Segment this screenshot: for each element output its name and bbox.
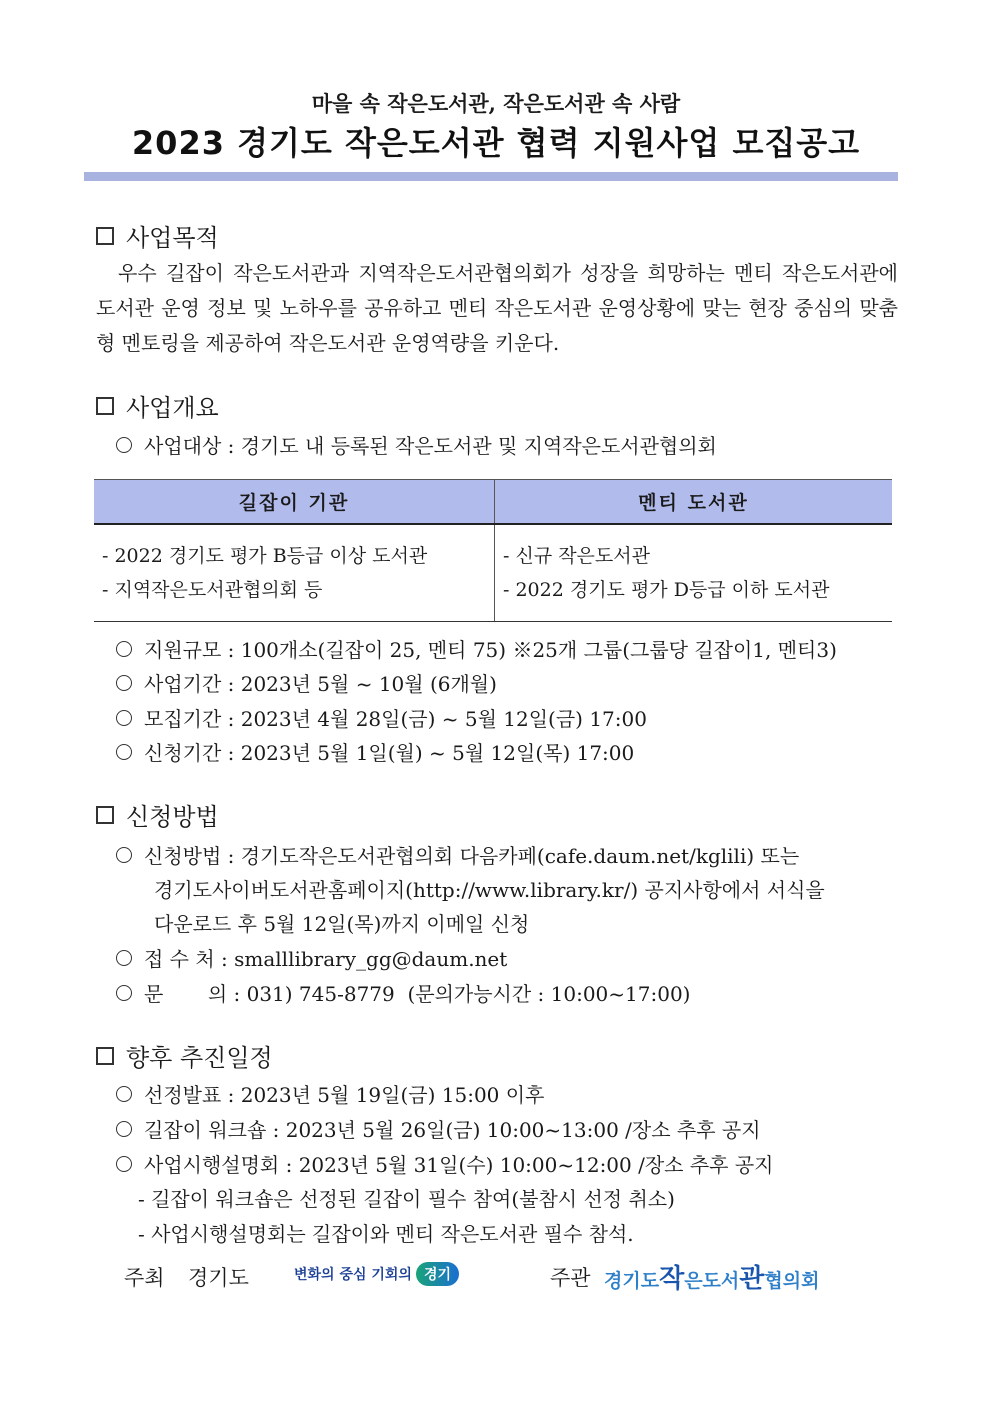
circle-bullet-icon bbox=[116, 744, 132, 760]
table-cell-mentee: - 신규 작은도서관 - 2022 경기도 평가 D등급 이하 도서관 bbox=[495, 524, 893, 622]
table-header-guide: 길잡이 기관 bbox=[94, 480, 495, 525]
schedule-item: 길잡이 워크숍 : 2023년 5월 26일(금) 10:00~13:00 /장소 추후 공지 bbox=[116, 1114, 761, 1143]
checkbox-square-icon bbox=[96, 227, 114, 245]
circle-bullet-icon bbox=[116, 1121, 132, 1137]
section-heading-overview bbox=[96, 388, 219, 423]
circle-bullet-icon bbox=[116, 985, 132, 1001]
section-title: 신청방법 bbox=[126, 803, 219, 831]
overview-item: 모집기간 : 2023년 4월 28일(금) ~ 5월 12일(금) 17:00 bbox=[116, 703, 647, 732]
section-title: 사업개요 bbox=[126, 394, 219, 422]
apply-reception: 접 수 처 : smalllibrary_gg@daum.net bbox=[116, 943, 507, 972]
gyeonggi-logo bbox=[294, 1262, 459, 1286]
table-header-mentee: 멘티 도서관 bbox=[495, 480, 893, 525]
schedule-item: 선정발표 : 2023년 5월 19일(금) 15:00 이후 bbox=[116, 1079, 544, 1108]
title-underline-bar bbox=[84, 172, 898, 181]
footer bbox=[124, 1258, 884, 1298]
apply-method: 신청방법 : 경기도작은도서관협의회 다음카페(cafe.daum.net/kglili) 또는 bbox=[116, 840, 799, 869]
checkbox-square-icon bbox=[96, 397, 114, 415]
circle-bullet-icon bbox=[116, 1086, 132, 1102]
gg-slogan: 변화의 중심 기회의 bbox=[294, 1267, 412, 1283]
circle-bullet-icon bbox=[116, 437, 132, 453]
organizer-logo: 경기도작은도서관협의회 bbox=[604, 1264, 820, 1294]
circle-bullet-icon bbox=[116, 675, 132, 691]
table-row bbox=[94, 524, 892, 622]
checkbox-square-icon bbox=[96, 806, 114, 824]
section-heading-schedule bbox=[96, 1038, 273, 1073]
overview-item: 신청기간 : 2023년 5월 1일(월) ~ 5월 12일(목) 17:00 bbox=[116, 737, 634, 766]
table-cell-guide: - 2022 경기도 평가 B등급 이상 도서관 - 지역작은도서관협의회 등 bbox=[94, 524, 495, 622]
circle-bullet-icon bbox=[116, 950, 132, 966]
circle-bullet-icon bbox=[116, 710, 132, 726]
page-title: 2023 경기도 작은도서관 협력 지원사업 모집공고 bbox=[131, 124, 861, 162]
overview-item: 사업기간 : 2023년 5월 ~ 10월 (6개월) bbox=[116, 668, 497, 697]
section-heading-purpose bbox=[96, 218, 219, 253]
host-label: 주최 bbox=[124, 1266, 165, 1290]
schedule-item: 사업시행설명회 : 2023년 5월 31일(수) 10:00~12:00 /장소 추후 공지 bbox=[116, 1149, 774, 1178]
eligibility-table bbox=[94, 479, 892, 622]
purpose-paragraph: 우수 길잡이 작은도서관과 지역작은도서관협의회가 성장을 희망하는 멘티 작은도서관에 도서관 운영 정보 및 노하우를 공유하고 멘티 작은도서관 운영상황에 맞는 현장 중심의 맞춤형 멘토링을 제공하여 작은도서관 운영역량을 키운다. bbox=[96, 261, 898, 355]
apply-method-cont: 경기도사이버도서관홈페이지(http://www.library.kr/) 공지사항에서 서식을 bbox=[154, 878, 825, 902]
page-subtitle: 마을 속 작은도서관, 작은도서관 속 사람 bbox=[311, 91, 681, 116]
section-title: 사업목적 bbox=[126, 224, 219, 252]
schedule-note: - 사업시행설명회는 길잡이와 멘티 작은도서관 필수 참석. bbox=[138, 1222, 634, 1246]
host-name: 경기도 bbox=[188, 1266, 249, 1290]
overview-target: 사업대상 : 경기도 내 등록된 작은도서관 및 지역작은도서관협의회 bbox=[116, 430, 717, 459]
section-heading-apply bbox=[96, 797, 219, 832]
apply-method-cont: 다운로드 후 5월 12일(목)까지 이메일 신청 bbox=[154, 912, 530, 936]
gg-badge: 경기 bbox=[416, 1262, 459, 1286]
circle-bullet-icon bbox=[116, 641, 132, 657]
section-title: 향후 추진일정 bbox=[126, 1044, 273, 1072]
overview-item: 지원규모 : 100개소(길잡이 25, 멘티 75) ※25개 그룹(그룹당 길잡이1, 멘티3) bbox=[116, 634, 837, 663]
organizer-label: 주관 bbox=[550, 1266, 591, 1290]
apply-inquiry: 문 의 : 031) 745-8779 (문의가능시간 : 10:00~17:00) bbox=[116, 978, 690, 1007]
checkbox-square-icon bbox=[96, 1047, 114, 1065]
circle-bullet-icon bbox=[116, 1156, 132, 1172]
circle-bullet-icon bbox=[116, 847, 132, 863]
schedule-note: - 길잡이 워크숍은 선정된 길잡이 필수 참여(불참시 선정 취소) bbox=[138, 1187, 675, 1211]
